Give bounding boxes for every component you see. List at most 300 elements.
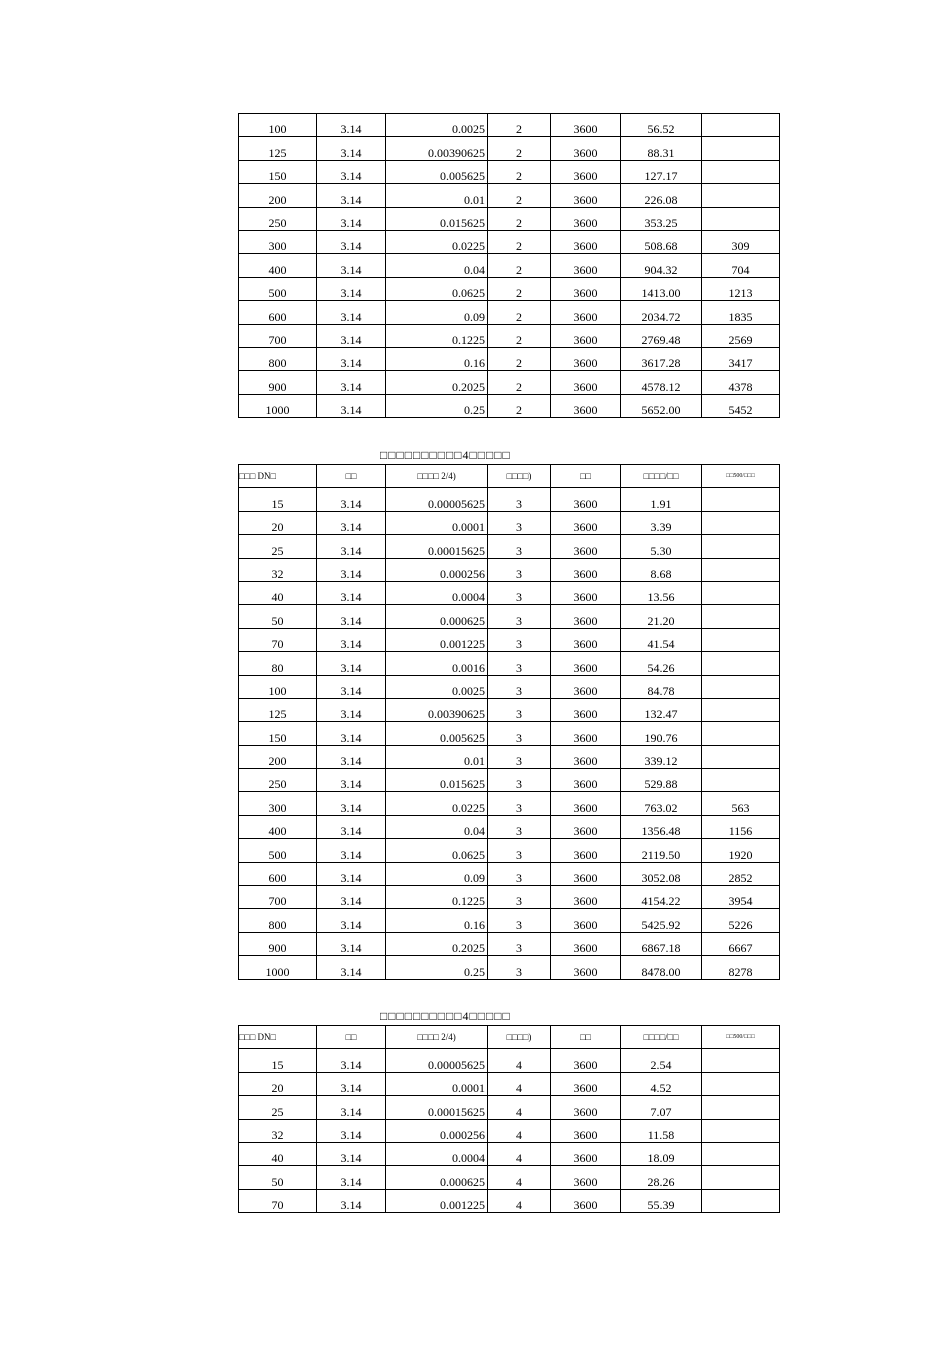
- table-cell: 2: [488, 347, 551, 370]
- table-cell: [702, 511, 780, 534]
- table-cell: 5.30: [621, 535, 702, 558]
- table-cell: 88.31: [621, 137, 702, 160]
- table-row: [239, 1189, 780, 1212]
- table-cell: 4: [488, 1049, 551, 1072]
- table-cell: 3.14: [317, 862, 386, 885]
- table-cell: 200: [239, 184, 317, 207]
- table-row: [239, 886, 780, 909]
- table-cell: 4: [488, 1119, 551, 1142]
- table-cell: 0.0004: [386, 1142, 488, 1165]
- table-cell: 700: [239, 886, 317, 909]
- table-cell: 0.000625: [386, 1166, 488, 1189]
- flow-table-velocity-3: [238, 464, 780, 980]
- table-cell: 3.14: [317, 394, 386, 417]
- table-cell: 3.14: [317, 652, 386, 675]
- table-cell: 0.000256: [386, 558, 488, 581]
- table-cell: 3600: [551, 605, 621, 628]
- table-cell: 1920: [702, 839, 780, 862]
- table-row: [239, 137, 780, 160]
- table-cell: 3.14: [317, 114, 386, 137]
- table-row: [239, 230, 780, 253]
- table-cell: 3.14: [317, 792, 386, 815]
- table-cell: 400: [239, 815, 317, 838]
- table-cell: 3: [488, 698, 551, 721]
- table-cell: 353.25: [621, 207, 702, 230]
- table-cell: 3: [488, 886, 551, 909]
- table-cell: 508.68: [621, 230, 702, 253]
- header-cell: □□□□): [488, 465, 551, 488]
- table-cell: 0.0016: [386, 652, 488, 675]
- table-cell: 3600: [551, 207, 621, 230]
- table-cell: [702, 581, 780, 604]
- table-cell: 904.32: [621, 254, 702, 277]
- table-cell: [702, 1166, 780, 1189]
- table-cell: 0.16: [386, 347, 488, 370]
- table-cell: 125: [239, 137, 317, 160]
- table-cell: 3600: [551, 114, 621, 137]
- table-cell: 2: [488, 324, 551, 347]
- table-cell: [702, 722, 780, 745]
- table-cell: 900: [239, 932, 317, 955]
- table-cell: 0.25: [386, 956, 488, 979]
- table-cell: 3: [488, 956, 551, 979]
- table-cell: 5652.00: [621, 394, 702, 417]
- table-cell: 3600: [551, 581, 621, 604]
- table-cell: 84.78: [621, 675, 702, 698]
- header-row: [239, 465, 780, 488]
- table-cell: 2769.48: [621, 324, 702, 347]
- table-title-velocity-3: □□□□□□□□□□4□□□□□: [380, 448, 511, 462]
- table-cell: 1835: [702, 301, 780, 324]
- table-cell: 132.47: [621, 698, 702, 721]
- table-cell: 3600: [551, 815, 621, 838]
- table-cell: 3.14: [317, 932, 386, 955]
- table-cell: 3.14: [317, 324, 386, 347]
- table-cell: 0.0225: [386, 230, 488, 253]
- table-cell: 3600: [551, 488, 621, 511]
- table-cell: 0.00015625: [386, 535, 488, 558]
- table-cell: 15: [239, 488, 317, 511]
- table-cell: 600: [239, 301, 317, 324]
- table-cell: 3.14: [317, 254, 386, 277]
- table-row: [239, 301, 780, 324]
- table-row: [239, 909, 780, 932]
- table-cell: 2: [488, 207, 551, 230]
- table-cell: 4.52: [621, 1072, 702, 1095]
- table-cell: 0.005625: [386, 722, 488, 745]
- table-cell: 3600: [551, 511, 621, 534]
- header-cell: □□□□ 2/4): [386, 465, 488, 488]
- table-cell: 2852: [702, 862, 780, 885]
- table-cell: 150: [239, 722, 317, 745]
- table-cell: 800: [239, 909, 317, 932]
- table-cell: 3600: [551, 909, 621, 932]
- table-row: [239, 184, 780, 207]
- table-cell: 8278: [702, 956, 780, 979]
- table-row: [239, 1096, 780, 1119]
- table-cell: [702, 535, 780, 558]
- table-row: [239, 1049, 780, 1072]
- table-cell: 0.00005625: [386, 1049, 488, 1072]
- table-cell: 0.1225: [386, 886, 488, 909]
- table-row: [239, 254, 780, 277]
- table-cell: 40: [239, 581, 317, 604]
- table-cell: 3.14: [317, 815, 386, 838]
- table-cell: 3600: [551, 1072, 621, 1095]
- table-cell: 300: [239, 230, 317, 253]
- table-cell: 1000: [239, 956, 317, 979]
- table-cell: 3.14: [317, 745, 386, 768]
- table-cell: 100: [239, 675, 317, 698]
- table-cell: 28.26: [621, 1166, 702, 1189]
- table-cell: 3600: [551, 184, 621, 207]
- table-row: [239, 488, 780, 511]
- table-cell: 2: [488, 114, 551, 137]
- table-row: [239, 1119, 780, 1142]
- table-cell: 55.39: [621, 1189, 702, 1212]
- table-cell: 3.14: [317, 1096, 386, 1119]
- table-row: [239, 581, 780, 604]
- table-cell: 0.00015625: [386, 1096, 488, 1119]
- table-cell: 1356.48: [621, 815, 702, 838]
- table-cell: 3: [488, 488, 551, 511]
- table-cell: 1000: [239, 394, 317, 417]
- table-cell: 3600: [551, 558, 621, 581]
- table-cell: 3.14: [317, 675, 386, 698]
- table-cell: 25: [239, 535, 317, 558]
- table-cell: [702, 652, 780, 675]
- table-cell: 500: [239, 277, 317, 300]
- table-cell: 2034.72: [621, 301, 702, 324]
- table-row: [239, 511, 780, 534]
- table-row: [239, 535, 780, 558]
- table-cell: 0.001225: [386, 628, 488, 651]
- table-cell: 3600: [551, 745, 621, 768]
- table-cell: 200: [239, 745, 317, 768]
- header-cell: □□500/□□□: [702, 465, 780, 488]
- table-cell: [702, 628, 780, 651]
- table-cell: 400: [239, 254, 317, 277]
- header-row: [239, 1026, 780, 1049]
- table-cell: 3: [488, 909, 551, 932]
- table-cell: 0.09: [386, 301, 488, 324]
- table-cell: 3.14: [317, 722, 386, 745]
- table-cell: [702, 1142, 780, 1165]
- table-cell: 13.56: [621, 581, 702, 604]
- table-cell: 127.17: [621, 160, 702, 183]
- table-cell: 3.14: [317, 1142, 386, 1165]
- table-row: [239, 207, 780, 230]
- table-cell: 190.76: [621, 722, 702, 745]
- table-cell: 3600: [551, 230, 621, 253]
- table-cell: 3600: [551, 371, 621, 394]
- header-cell: □□: [551, 465, 621, 488]
- table-cell: 70: [239, 628, 317, 651]
- table-cell: [702, 1096, 780, 1119]
- table-cell: 3617.28: [621, 347, 702, 370]
- table-cell: 11.58: [621, 1119, 702, 1142]
- table-title-velocity-4: □□□□□□□□□□4□□□□□: [380, 1009, 511, 1023]
- table-cell: [702, 1072, 780, 1095]
- table-cell: 40: [239, 1142, 317, 1165]
- header-cell: □□□□): [488, 1026, 551, 1049]
- table-row: [239, 769, 780, 792]
- table-row: [239, 815, 780, 838]
- table-cell: 3.39: [621, 511, 702, 534]
- table-cell: [702, 137, 780, 160]
- table-cell: [702, 1049, 780, 1072]
- table-cell: 6667: [702, 932, 780, 955]
- table-cell: 0.0001: [386, 511, 488, 534]
- table-cell: 339.12: [621, 745, 702, 768]
- table-cell: 0.0025: [386, 675, 488, 698]
- table-row: [239, 605, 780, 628]
- table-cell: 3600: [551, 160, 621, 183]
- table-cell: 3600: [551, 277, 621, 300]
- table-cell: 3.14: [317, 605, 386, 628]
- table-cell: [702, 605, 780, 628]
- table-cell: 2569: [702, 324, 780, 347]
- table-cell: [702, 745, 780, 768]
- table-body: [239, 114, 780, 418]
- table-cell: 3600: [551, 862, 621, 885]
- header-cell: □□□□/□□: [621, 1026, 702, 1049]
- table-cell: 3.14: [317, 628, 386, 651]
- table-cell: 3600: [551, 769, 621, 792]
- table-cell: [702, 160, 780, 183]
- table-cell: 7.07: [621, 1096, 702, 1119]
- table-cell: 1156: [702, 815, 780, 838]
- table-cell: 4: [488, 1189, 551, 1212]
- table-cell: 3.14: [317, 886, 386, 909]
- table-row: [239, 745, 780, 768]
- flow-table-velocity-4: [238, 1025, 780, 1213]
- table-cell: 2: [488, 277, 551, 300]
- table-cell: 4578.12: [621, 371, 702, 394]
- header-cell: □□500/□□□: [702, 1026, 780, 1049]
- table-cell: 3600: [551, 1119, 621, 1142]
- table-row: [239, 1142, 780, 1165]
- table-cell: 3: [488, 628, 551, 651]
- table-cell: 3.14: [317, 511, 386, 534]
- table-cell: 250: [239, 769, 317, 792]
- table-cell: 3600: [551, 675, 621, 698]
- table-cell: 0.000256: [386, 1119, 488, 1142]
- header-cell: □□□□/□□: [621, 465, 702, 488]
- table-cell: 0.0625: [386, 277, 488, 300]
- table-cell: 3600: [551, 347, 621, 370]
- table-cell: 0.01: [386, 745, 488, 768]
- table-cell: 4378: [702, 371, 780, 394]
- header-cell: □□: [317, 465, 386, 488]
- table-row: [239, 371, 780, 394]
- table-cell: 25: [239, 1096, 317, 1119]
- table-cell: 3.14: [317, 909, 386, 932]
- table-cell: 3: [488, 511, 551, 534]
- table-cell: 3.14: [317, 230, 386, 253]
- table-cell: 3052.08: [621, 862, 702, 885]
- table-cell: 5452: [702, 394, 780, 417]
- table-cell: 3600: [551, 956, 621, 979]
- table-cell: 3: [488, 581, 551, 604]
- table-cell: 50: [239, 1166, 317, 1189]
- table-cell: 3.14: [317, 1189, 386, 1212]
- table-cell: 4: [488, 1072, 551, 1095]
- table-cell: 3.14: [317, 1166, 386, 1189]
- table-cell: 3600: [551, 137, 621, 160]
- table-cell: 21.20: [621, 605, 702, 628]
- table-cell: 3600: [551, 652, 621, 675]
- table-row: [239, 1072, 780, 1095]
- table-cell: 3: [488, 535, 551, 558]
- table-cell: 3600: [551, 1166, 621, 1189]
- table-cell: [702, 184, 780, 207]
- table-cell: 0.001225: [386, 1189, 488, 1212]
- table-cell: 3.14: [317, 371, 386, 394]
- table-body: [239, 1026, 780, 1213]
- table-cell: 150: [239, 160, 317, 183]
- table-cell: 0.0625: [386, 839, 488, 862]
- table-cell: 3600: [551, 839, 621, 862]
- table-cell: 2: [488, 184, 551, 207]
- table-cell: 0.00005625: [386, 488, 488, 511]
- table-cell: 3600: [551, 324, 621, 347]
- table-cell: 0.2025: [386, 371, 488, 394]
- table-cell: 3.14: [317, 207, 386, 230]
- table-cell: 0.00390625: [386, 137, 488, 160]
- table-cell: 50: [239, 605, 317, 628]
- table-cell: 3.14: [317, 535, 386, 558]
- table-cell: 900: [239, 371, 317, 394]
- table-cell: 0.0004: [386, 581, 488, 604]
- table-cell: 15: [239, 1049, 317, 1072]
- table-cell: 309: [702, 230, 780, 253]
- table-cell: 54.26: [621, 652, 702, 675]
- table-cell: 4154.22: [621, 886, 702, 909]
- table-cell: 0.015625: [386, 769, 488, 792]
- table-cell: 1.91: [621, 488, 702, 511]
- table-cell: 0.04: [386, 254, 488, 277]
- table-cell: 0.25: [386, 394, 488, 417]
- table-cell: 0.0225: [386, 792, 488, 815]
- table-cell: 3.14: [317, 956, 386, 979]
- table-cell: 500: [239, 839, 317, 862]
- table-cell: 1213: [702, 277, 780, 300]
- table-cell: 0.1225: [386, 324, 488, 347]
- table-cell: 41.54: [621, 628, 702, 651]
- table-cell: 3.14: [317, 1049, 386, 1072]
- table-cell: 800: [239, 347, 317, 370]
- table-cell: 3: [488, 862, 551, 885]
- table-cell: 56.52: [621, 114, 702, 137]
- table-cell: 3: [488, 745, 551, 768]
- table-cell: [702, 769, 780, 792]
- table-cell: 3.14: [317, 160, 386, 183]
- table-row: [239, 698, 780, 721]
- table-cell: 0.000625: [386, 605, 488, 628]
- table-cell: 2.54: [621, 1049, 702, 1072]
- table-cell: 5425.92: [621, 909, 702, 932]
- table-cell: 20: [239, 511, 317, 534]
- table-cell: 3: [488, 652, 551, 675]
- table-cell: 8478.00: [621, 956, 702, 979]
- table-cell: 100: [239, 114, 317, 137]
- table-cell: 3600: [551, 1189, 621, 1212]
- table-cell: 3.14: [317, 347, 386, 370]
- table-cell: [702, 698, 780, 721]
- table-row: [239, 862, 780, 885]
- table-row: [239, 347, 780, 370]
- table-cell: [702, 1119, 780, 1142]
- table-cell: 3600: [551, 932, 621, 955]
- table-cell: 3.14: [317, 488, 386, 511]
- table-cell: [702, 1189, 780, 1212]
- table-cell: 3600: [551, 1096, 621, 1119]
- table-row: [239, 324, 780, 347]
- table-cell: 3: [488, 558, 551, 581]
- table-cell: 3600: [551, 1049, 621, 1072]
- table-row: [239, 160, 780, 183]
- table-cell: 4: [488, 1142, 551, 1165]
- table-row: [239, 792, 780, 815]
- table-cell: 3: [488, 605, 551, 628]
- table-cell: 1413.00: [621, 277, 702, 300]
- table-cell: 3600: [551, 792, 621, 815]
- table-cell: 2119.50: [621, 839, 702, 862]
- table-cell: 3: [488, 722, 551, 745]
- table-cell: 125: [239, 698, 317, 721]
- table-cell: 0.09: [386, 862, 488, 885]
- table-row: [239, 652, 780, 675]
- table-cell: 3.14: [317, 581, 386, 604]
- table-cell: 3.14: [317, 1072, 386, 1095]
- table-cell: 700: [239, 324, 317, 347]
- table-cell: 4: [488, 1096, 551, 1119]
- table-cell: 2: [488, 394, 551, 417]
- table-cell: 3600: [551, 886, 621, 909]
- table-cell: 3600: [551, 698, 621, 721]
- table-cell: 0.01: [386, 184, 488, 207]
- table-cell: [702, 114, 780, 137]
- table-cell: [702, 488, 780, 511]
- table-cell: 3: [488, 769, 551, 792]
- table-cell: 3.14: [317, 839, 386, 862]
- table-cell: 0.0001: [386, 1072, 488, 1095]
- table-cell: 3600: [551, 1142, 621, 1165]
- table-cell: 3: [488, 792, 551, 815]
- table-row: [239, 956, 780, 979]
- table-cell: 3.14: [317, 277, 386, 300]
- table-cell: 763.02: [621, 792, 702, 815]
- table-cell: 3600: [551, 301, 621, 324]
- table-body: [239, 465, 780, 980]
- table-cell: 3600: [551, 394, 621, 417]
- table-cell: 3.14: [317, 558, 386, 581]
- table-cell: 0.0025: [386, 114, 488, 137]
- flow-table-velocity-2: [238, 113, 780, 418]
- table-cell: 2: [488, 137, 551, 160]
- table-cell: [702, 558, 780, 581]
- table-cell: 3: [488, 932, 551, 955]
- table-cell: 0.04: [386, 815, 488, 838]
- table-cell: 32: [239, 1119, 317, 1142]
- table-row: [239, 722, 780, 745]
- table-cell: 5226: [702, 909, 780, 932]
- table-cell: 3417: [702, 347, 780, 370]
- table-cell: 226.08: [621, 184, 702, 207]
- table-cell: 8.68: [621, 558, 702, 581]
- table-cell: 3.14: [317, 698, 386, 721]
